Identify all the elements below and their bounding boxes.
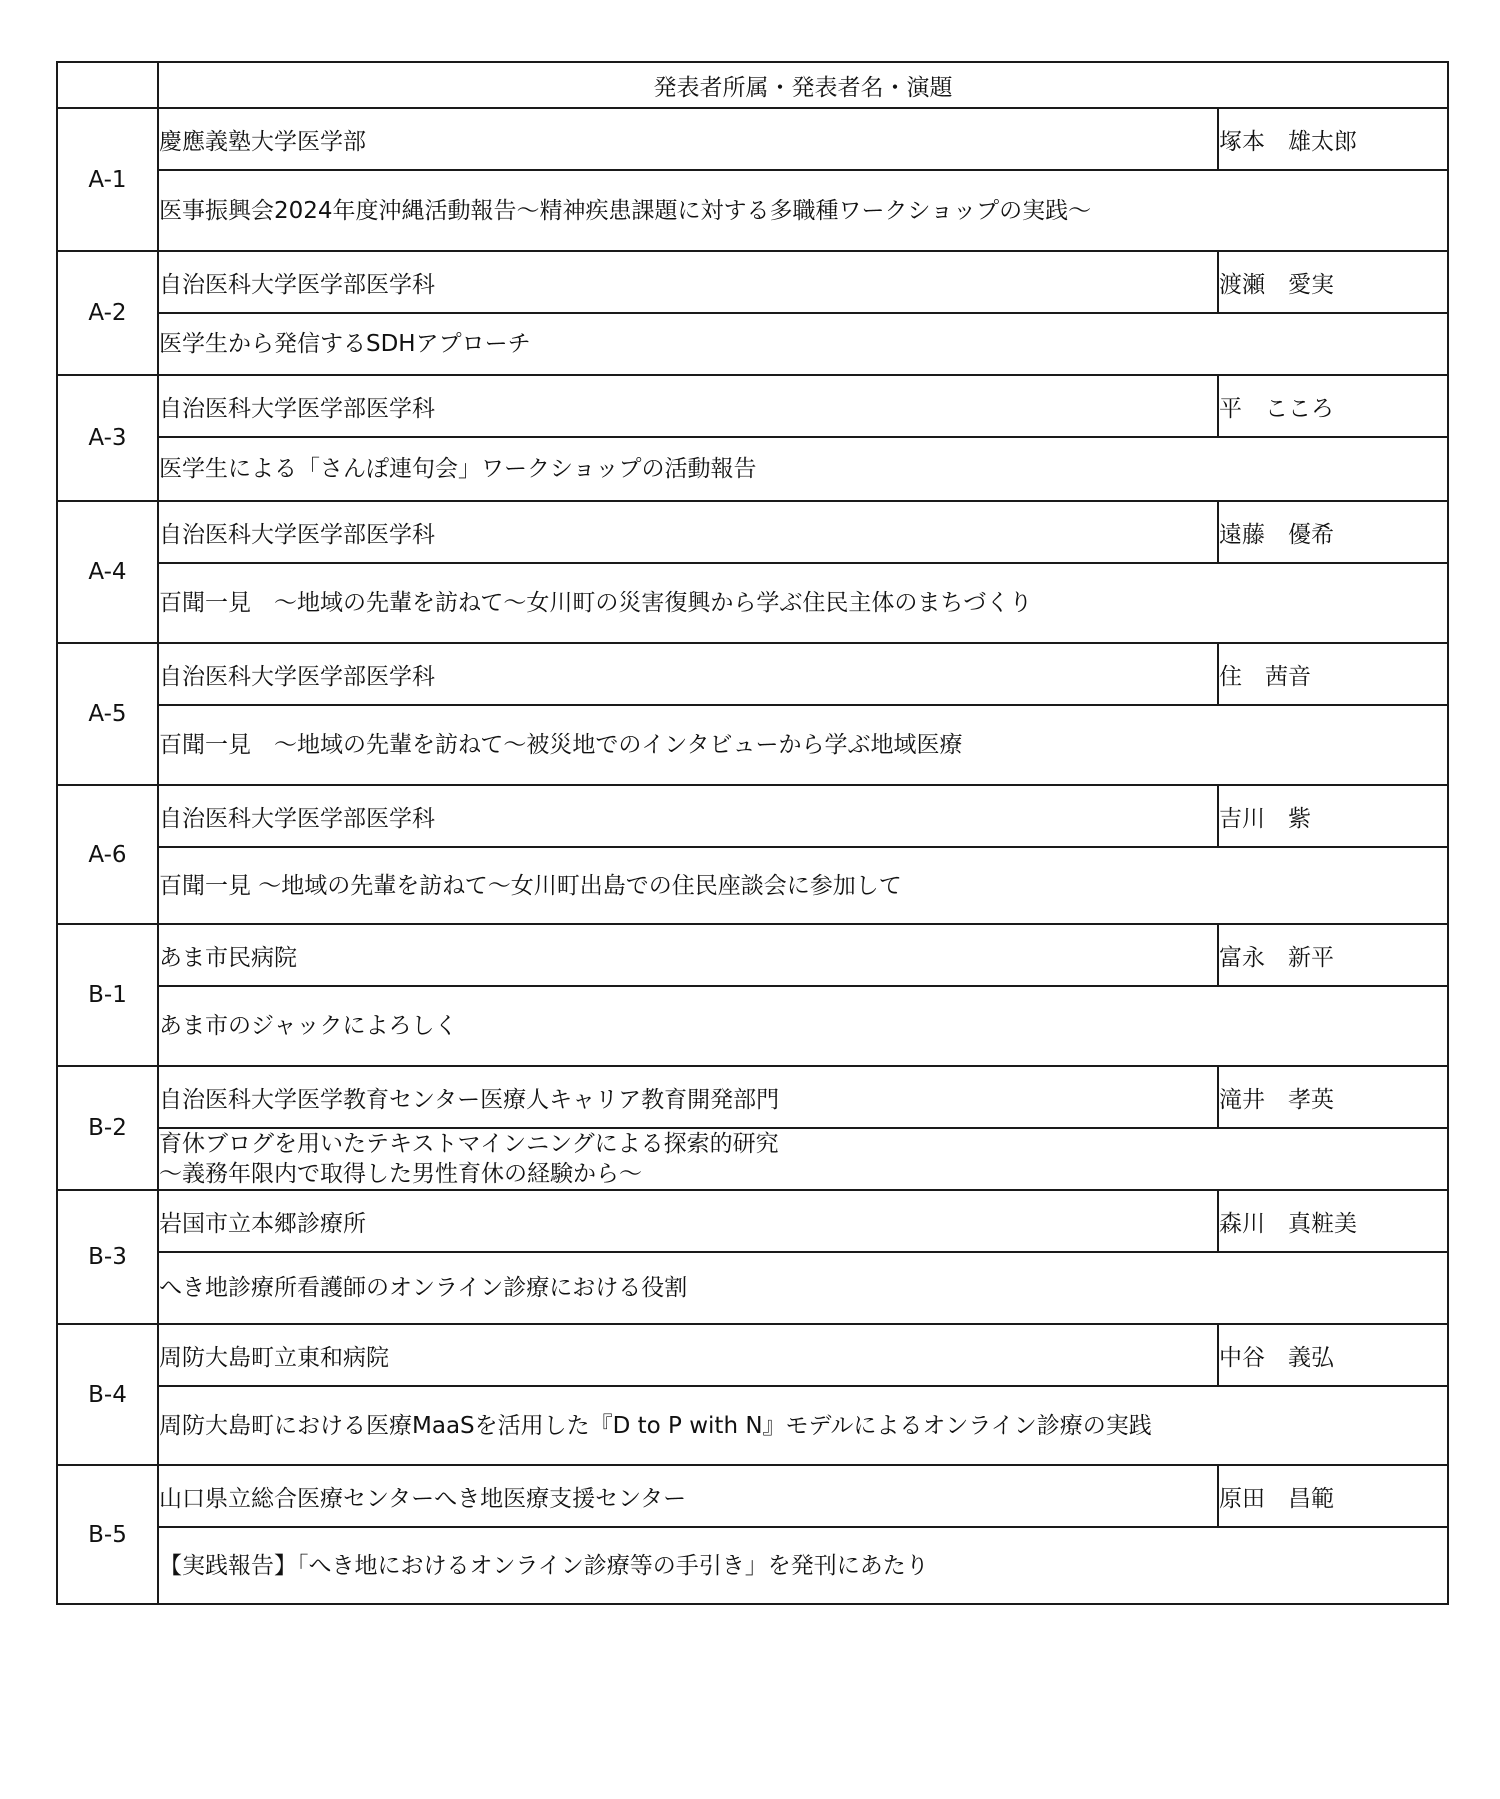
affiliation: 慶應義塾大学医学部 — [158, 108, 1218, 170]
title-line: 【実践報告】「へき地におけるオンライン診療等の手引き」を発刊にあたり — [159, 1552, 929, 1579]
title-line: 医学生による「さんぽ連句会」ワークショップの活動報告 — [159, 456, 757, 482]
table-row — [57, 847, 1448, 924]
title-line: 育休ブログを用いたテキストマインニングによる探索的研究 — [159, 1131, 779, 1157]
title-line: 医学生から発信するSDHアプローチ — [159, 331, 531, 357]
header-row — [57, 62, 1448, 108]
presenter-name: 森川 真粧美 — [1218, 1190, 1448, 1252]
table-row — [57, 1066, 1448, 1128]
presentation-title — [158, 1386, 1448, 1465]
presenter-name: 平 こころ — [1218, 375, 1448, 437]
presenter-name: 吉川 紫 — [1218, 785, 1448, 847]
title-line: 百聞一見 ～地域の先輩を訪ねて～被災地でのインタビューから学ぶ地域医療 — [159, 732, 963, 758]
presentation-title — [158, 847, 1448, 924]
table-row — [57, 785, 1448, 847]
presentation-id: A-4 — [57, 501, 158, 643]
table-row — [57, 1252, 1448, 1324]
affiliation: 自治医科大学医学部医学科 — [158, 643, 1218, 705]
presentation-id: A-3 — [57, 375, 158, 501]
presentation-title — [158, 313, 1448, 375]
affiliation: 自治医科大学医学部医学科 — [158, 375, 1218, 437]
affiliation: 自治医科大学医学教育センター医療人キャリア教育開発部門 — [158, 1066, 1218, 1128]
presentation-id: B-3 — [57, 1190, 158, 1324]
presentation-id: A-1 — [57, 108, 158, 251]
table-row — [57, 1128, 1448, 1190]
program-table — [56, 61, 1449, 1605]
title-line: ～義務年限内で取得した男性育休の経験から～ — [159, 1161, 642, 1187]
table-row — [57, 501, 1448, 563]
affiliation: あま市民病院 — [158, 924, 1218, 986]
presentation-title — [158, 1252, 1448, 1324]
table-row — [57, 1527, 1448, 1604]
presenter-name: 富永 新平 — [1218, 924, 1448, 986]
affiliation: 自治医科大学医学部医学科 — [158, 785, 1218, 847]
table-row — [57, 170, 1448, 251]
presentation-id: B-5 — [57, 1465, 158, 1604]
presenter-name: 遠藤 優希 — [1218, 501, 1448, 563]
affiliation: 山口県立総合医療センターへき地医療支援センター — [158, 1465, 1218, 1527]
table-row — [57, 1465, 1448, 1527]
presentation-title — [158, 986, 1448, 1066]
presentation-title — [158, 563, 1448, 643]
header-title: 発表者所属・発表者名・演題 — [158, 62, 1448, 108]
presentation-id: B-4 — [57, 1324, 158, 1465]
presenter-name: 渡瀬 愛実 — [1218, 251, 1448, 313]
affiliation: 自治医科大学医学部医学科 — [158, 501, 1218, 563]
table-row — [57, 108, 1448, 170]
table-row — [57, 313, 1448, 375]
presenter-name: 中谷 義弘 — [1218, 1324, 1448, 1386]
affiliation: 自治医科大学医学部医学科 — [158, 251, 1218, 313]
table-row — [57, 705, 1448, 785]
table-row — [57, 1386, 1448, 1465]
title-line: 周防大島町における医療MaaSを活用した『D to P with N』モデルによるオンライン診療の実践 — [159, 1412, 1152, 1439]
presentation-id: A-5 — [57, 643, 158, 785]
presentation-title — [158, 1128, 1448, 1190]
affiliation: 周防大島町立東和病院 — [158, 1324, 1218, 1386]
table-row — [57, 1324, 1448, 1386]
presenter-name: 住 茜音 — [1218, 643, 1448, 705]
table-row — [57, 924, 1448, 986]
table-row — [57, 375, 1448, 437]
presenter-name: 塚本 雄太郎 — [1218, 108, 1448, 170]
presentation-id: A-6 — [57, 785, 158, 924]
title-line: 百聞一見 ～地域の先輩を訪ねて～女川町の災害復興から学ぶ住民主体のまちづくり — [159, 590, 1033, 616]
presentation-title — [158, 705, 1448, 785]
affiliation: 岩国市立本郷診療所 — [158, 1190, 1218, 1252]
table-row — [57, 643, 1448, 705]
table-row — [57, 563, 1448, 643]
presentation-title — [158, 1527, 1448, 1604]
presentation-title — [158, 437, 1448, 501]
presenter-name: 滝井 孝英 — [1218, 1066, 1448, 1128]
table-body — [57, 108, 1448, 1604]
presentation-title — [158, 170, 1448, 251]
presentation-id: B-2 — [57, 1066, 158, 1190]
table-row — [57, 251, 1448, 313]
title-line: 医事振興会2024年度沖縄活動報告～精神疾患課題に対する多職種ワークショップの実践～ — [159, 197, 1092, 224]
presenter-name: 原田 昌範 — [1218, 1465, 1448, 1527]
title-line: へき地診療所看護師のオンライン診療における役割 — [159, 1275, 688, 1301]
header-id-cell — [57, 62, 158, 108]
title-line: 百聞一見 ～地域の先輩を訪ねて～女川町出島での住民座談会に参加して — [159, 872, 902, 899]
presentation-id: A-2 — [57, 251, 158, 375]
table-row — [57, 986, 1448, 1066]
table-row — [57, 1190, 1448, 1252]
title-line: あま市のジャックによろしく — [159, 1013, 458, 1039]
presentation-id: B-1 — [57, 924, 158, 1066]
table-row — [57, 437, 1448, 501]
